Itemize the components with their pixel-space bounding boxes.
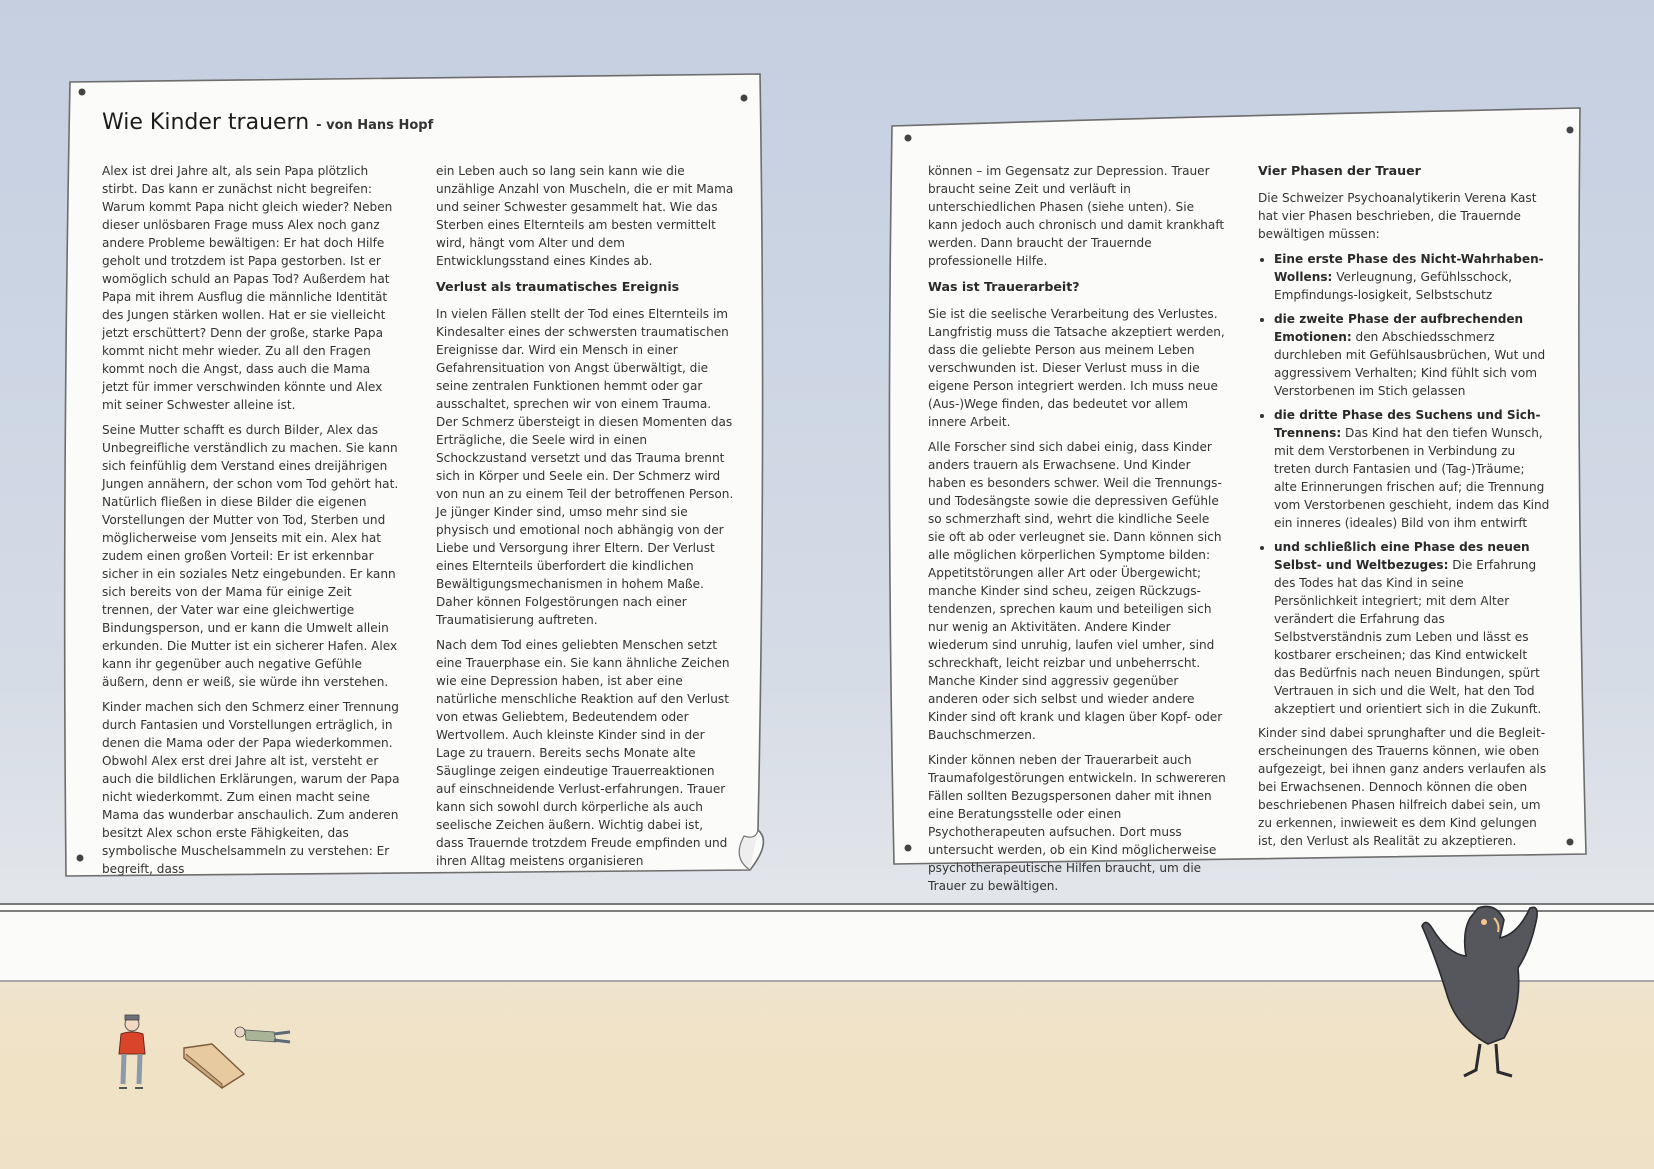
lying-figure-icon <box>232 1022 294 1050</box>
paragraph: Kinder können neben der Trauerarbeit auch Traumafolgestörungen entwickeln. In schwereren Fällen sollten Bezugspersonen daher mit ihnen eine Beratungsstelle oder einen Psychotherapeuten aufsuchen. Dort muss untersucht werden, ob ein Kind möglicherweise psychotherapeutische Hilfen braucht, um die Trauer zu bewältigen. <box>928 753 1226 893</box>
paragraph: Alex ist drei Jahre alt, als sein Papa plötzlich stirbt. Das kann er zunächst nicht begreifen: Warum kommt Papa nicht gleich wieder? Neben dieser unlösbaren Frage muss Alex noch ganz andere Probleme bewältigen: Er hat doch Hilfe geholt und trotzdem ist Papa gestorben. Ist er womöglich schuld an Papas Tod? Außerdem hat Papa mit ihrem Ausflug die männliche Identität des Jungen stärken wollen. Hat er sie vielleicht jetzt erschüttert? Denn der große, starke Papa kommt nicht mehr wieder. Zu all den Fragen kommt noch die Angst, dass auch die Mama jetzt für immer verschwinden könnte und Alex mit seiner Schwester alleine ist. <box>102 164 393 412</box>
paragraph: ein Leben auch so lang sein kann wie die unzählige Anzahl von Muscheln, die er mit Mama und seiner Schwester gesammelt hat. Wie das Sterben eines Elternteils am besten vermittelt wird, hängt vom Alter und dem Entwicklungsstand eines Kindes ab. <box>436 164 734 268</box>
paragraph: Seine Mutter schafft es durch Bilder, Alex das Unbegreifliche verständlich zu machen. Sie kann sich feinfühlig dem Verstand eines dreijährigen Jungen annähern, der schon vom Tod gehört hat. Natürlich fließen in diese Bilder die eigenen Vorstellungen der Mutter von Tod, Sterben und möglicherweise vom Jenseits mit ein. Alex hat zudem einen großen Vorteil: Er ist erkennbar sicher in ein soziales Netz eingebunden. Er kann sich bereits von der Mama für einige Zeit trennen, der Vater war eine gleichwertige Bindungsperson, und er kann die Umwelt allein erkunden. Die Mutter ist ein sicherer Hafen. Alex kann ihr gegenüber auch negative Gefühle äußern, denn er weiß, sie würde ihn verstehen. <box>102 423 399 689</box>
section-heading: Verlust als traumatisches Ereignis <box>436 279 680 294</box>
phase-item: • Eine erste Phase des Nicht-Wahrhaben-Wollens: Verleugnung, Gefühlsschock, Empfindungs-losigkeit, Selbstschutz <box>1274 250 1550 304</box>
left-sheet-text <box>102 162 762 876</box>
rail-line-top <box>0 903 1654 905</box>
pin-icon <box>79 89 86 96</box>
paragraph: In vielen Fällen stellt der Tod eines Elternteils im Kindesalter eines der schwersten traumatischen Ereignisse dar. Wird ein Mensch in einer Gefahrensituation von Angst überwältigt, die seine zentralen Funktionen hemmt oder gar ausschaltet, sprechen wir von einem Trauma. Der Schmerz übersteigt in diesen Momenten das Erträgliche, die Seele wird in einen Schockzustand versetzt und das Trauma brennt sich in Körper und Seele ein. Der Schmerz wird von nun an zu einem Teil der betroffenen Person. Je jünger Kinder sind, umso mehr sind sie physisch und emotional noch abhängig von der Liebe und Versorgung ihrer Eltern. Der Verlust eines Elternteils überfordert die kindlichen Bewältigungsmechanismen in hohem Maße. Daher können Folgestörungen nach einer Traumatisierung auftreten. <box>436 307 734 627</box>
section-heading: Was ist Trauerarbeit? <box>928 279 1080 294</box>
article-byline: - von Hans Hopf <box>316 118 434 133</box>
pin-icon <box>905 135 912 142</box>
dark-creature-figure-icon <box>1418 898 1558 1088</box>
paragraph: Nach dem Tod eines geliebten Menschen setzt eine Trauerphase ein. Sie kann ähnliche Zeichen wie eine Depression haben, ist aber eine natürliche menschliche Reaktion auf den Verlust von etwas Geliebtem, Bedeutendem oder Wertvollem. Auch kleinste Kinder sind in der Lage zu trauern. Bereits sechs Monate alte Säuglinge zeigen eindeutige Trauerreaktionen auf einschneidende Verlust-erfahrungen. Trauer kann sich sowohl durch körperliche als auch seelische Zeichen äußern. Wichtig dabei ist, dass Trauernde trotzdem Freude empfinden und ihren Alltag meistens organisieren <box>436 638 730 868</box>
column-1 <box>102 162 400 885</box>
pin-icon <box>1567 127 1574 134</box>
section-heading: Vier Phasen der Trauer <box>1258 163 1421 178</box>
paragraph: Sie ist die seelische Verarbeitung des Verlustes. Langfristig muss die Tatsache akzeptiert werden, dass die geliebte Person aus meinem Leben verschwunden ist. Dieser Verlust muss in die eigene Person integriert werden. Ich muss neue (Aus-)Wege finden, das bedeutet vor allem innere Arbeit. <box>928 307 1225 429</box>
paragraph: Kinder machen sich den Schmerz einer Trennung durch Fantasien und Vorstellungen erträglich, in denen die Mama oder der Papa wiederkommen. Obwohl Alex erst drei Jahre alt ist, versteht er auch die bildlichen Erklärungen, warum der Papa nicht wiederkommt. Zum einen macht seine Mama das wunderbar anschaulich. Zum anderen besitzt Alex schon erste Fähigkeiten, das symbolische Muschelsammeln zu verstehen: Er begreift, dass <box>102 700 400 876</box>
column-2 <box>436 162 734 877</box>
phases-list <box>1258 250 1550 718</box>
wall-strip <box>0 905 1654 985</box>
paragraph: können – im Gegensatz zur Depression. Trauer braucht seine Zeit und verläuft in unterschiedlichen Phasen (siehe unten). Sie kann jedoch auch chronisch und damit krankhaft werden. Dann braucht der Trauernde professionelle Hilfe. <box>928 164 1225 268</box>
phase-item: • die dritte Phase des Suchens und Sich-Trennens: Das Kind hat den tiefen Wunsch, mit dem Verstorbenen in Verbindung zu treten durch Fantasien und (Tag-)Träume; alte Erinnerungen frischen auf; die Trennung vom Verstorbenen geschieht, indem das Kind ein inneres (ideales) Bild von ihm entwirft <box>1274 406 1550 532</box>
pin-icon <box>77 855 84 862</box>
paragraph: Die Schweizer Psychoanalytikerin Verena Kast hat vier Phasen beschrieben, die Trauernde bewältigen müssen: <box>1258 191 1537 241</box>
rail-line-bottom <box>0 980 1654 982</box>
paragraph: Kinder sind dabei sprunghafter und die Begleit-erscheinungen des Trauerns können, wie oben aufgezeigt, bei ihnen ganz anders verlaufen als bei Erwachsenen. Dennoch können die oben beschriebenen Phasen hilfreich dabei sein, um zu erkennen, inwieweit es dem Kind gelungen ist, den Verlust als Realität zu akzeptieren. <box>1258 726 1547 848</box>
phase-item: • die zweite Phase der aufbrechenden Emotionen: den Abschiedsschmerz durchleben mit Gefühlsausbrüchen, Wut und aggressivem Verhalten; Kind fühlt sich vom Verstorbenen im Stich gelassen <box>1274 310 1550 400</box>
boy-figure-icon <box>112 1012 152 1092</box>
pin-icon <box>741 95 748 102</box>
paragraph: Alle Forscher sind sich dabei einig, dass Kinder anders trauern als Erwachsene. Und Kinder haben es besonders schwer. Weil die Trennungs- und Todesängste sowie die depressiven Gefühle so schmerzhaft sind, wehrt die kindliche Seele sie oft ab oder verleugnet sie. Dann können sich alle möglichen körperlichen Symptome bilden: Appetitstörungen aller Art oder Übergewicht; manche Kinder sind scheu, zeigen Rückzugs-tendenzen, sprechen kaum und beteiligen sich nur wenig an Aktivitäten. Andere Kinder wiederum sind unruhig, laufen viel umher, sind schreckhaft, leicht reizbar und unbeherrscht. Manche Kinder sind aggressiv gegenüber anderen oder sich selbst und wieder andere Kinder sind oft krank und klagen über Kopf- oder Bauchschmerzen. <box>928 440 1223 742</box>
right-sheet-text <box>928 162 1568 893</box>
column-3 <box>928 162 1226 902</box>
article-title: Wie Kinder trauern <box>102 110 310 135</box>
pin-icon <box>905 845 912 852</box>
rail-line-top-2 <box>0 910 1654 912</box>
phase-item: • und schließlich eine Phase des neuen Selbst- und Weltbezuges: Die Erfahrung des Todes hat das Kind in seine Persönlichkeit integriert; mit dem Alter verändert die Erfahrung das Selbstverständnis zum Leben und lässt es kostbarer erscheinen; das Kind entwickelt das Bedürfnis nach neuen Bindungen, spürt Vertrauen in sich und die Welt, hat den Tod akzeptiert und orientiert sich in die Zukunft. <box>1274 538 1550 718</box>
article-title-block <box>102 110 433 135</box>
column-4 <box>1258 162 1550 857</box>
